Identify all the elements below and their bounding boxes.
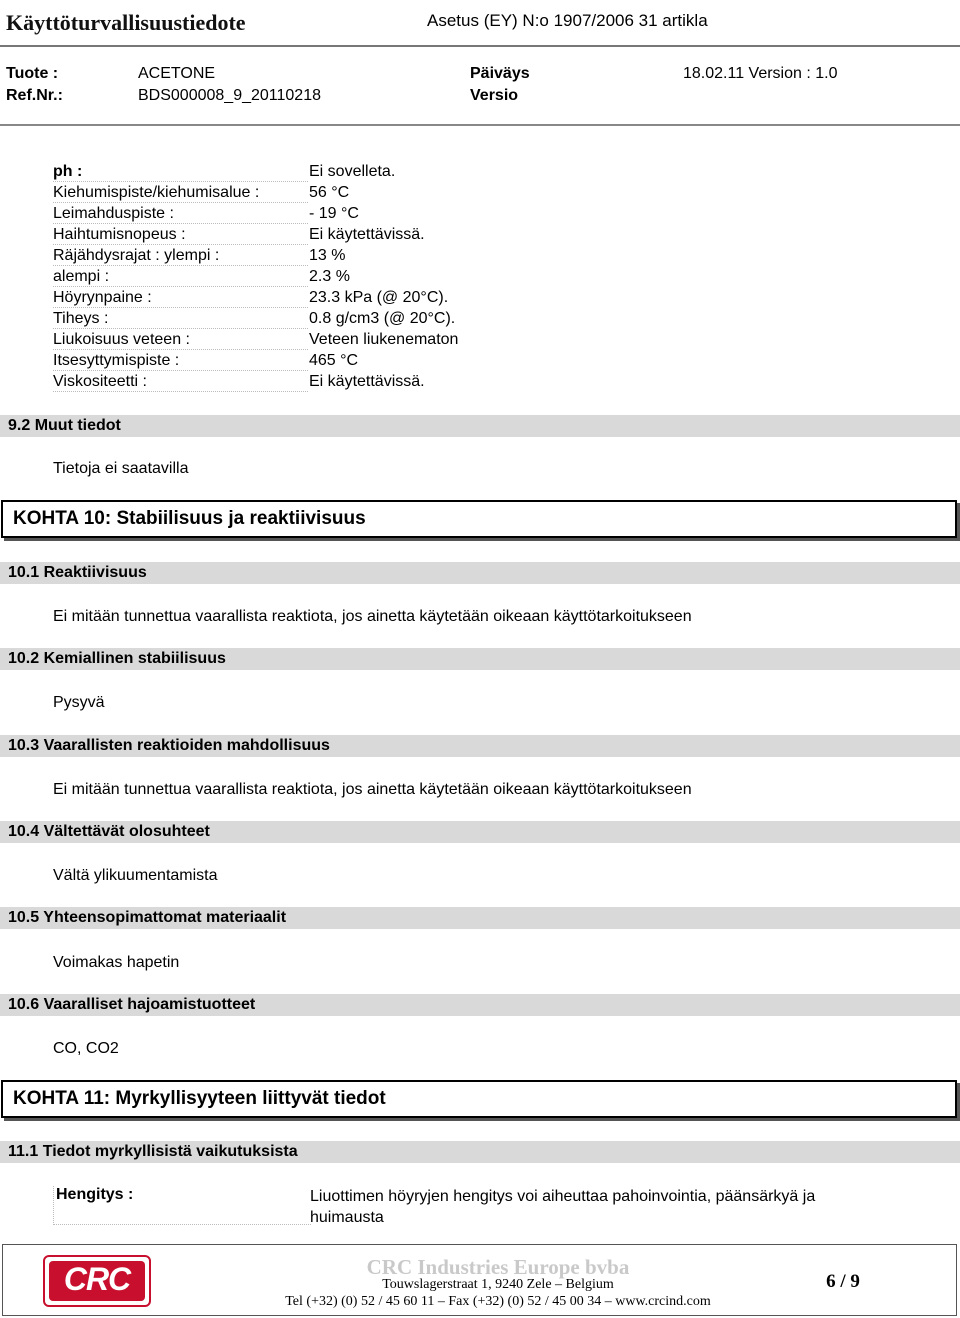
ref-value: BDS000008_9_20110218 <box>138 87 321 104</box>
subsection-heading-10-6: 10.6 Vaaralliset hajoamistuotteet <box>0 994 960 1016</box>
property-row <box>53 330 473 351</box>
property-row <box>53 225 473 246</box>
subsection-heading-9-2: 9.2 Muut tiedot <box>0 415 960 437</box>
meta-divider <box>0 124 960 126</box>
product-value: ACETONE <box>138 65 216 82</box>
company-name: CRC Industries Europe bvba <box>366 1255 630 1279</box>
crc-logo <box>43 1255 151 1307</box>
property-row <box>53 204 473 225</box>
property-row <box>53 309 473 330</box>
subsection-heading-10-1: 10.1 Reaktiivisuus <box>0 562 960 584</box>
subsection-text-10-1: Ei mitään tunnettua vaarallista reaktiota, jos ainetta käytetään oikeaan käyttötarkoitukseen <box>53 608 692 625</box>
section-11-title: KOHTA 11: Myrkyllisyyteen liittyvät tiedot <box>1 1080 957 1118</box>
property-label: Itsesyttymispiste : <box>53 351 308 371</box>
subsection-text-10-4: Vältä ylikuumentamista <box>53 867 218 884</box>
date-value: 18.02.11 Version : 1.0 <box>683 65 838 82</box>
property-row <box>53 246 473 267</box>
property-label: Kiehumispiste/kiehumisalue : <box>53 183 308 203</box>
property-value: Ei sovelleta. <box>309 163 396 180</box>
property-label: Tiheys : <box>53 309 308 329</box>
subsection-text-10-6: CO, CO2 <box>53 1040 119 1057</box>
company-contact: Tel (+32) (0) 52 / 45 60 11 – Fax (+32) (0) 52 / 45 00 34 – www.crcind.com <box>285 1294 711 1309</box>
property-label: ph : <box>53 162 308 182</box>
company-address: Touwslagerstraat 1, 9240 Zele – Belgium <box>382 1277 614 1292</box>
version-label: Versio <box>470 87 519 104</box>
property-row <box>53 351 473 372</box>
subsection-heading-10-4: 10.4 Vältettävät olosuhteet <box>0 821 960 843</box>
subsection-text-10-2: Pysyvä <box>53 694 105 711</box>
subsection-text-9-2: Tietoja ei saatavilla <box>53 460 189 477</box>
property-row <box>53 267 473 288</box>
property-value: 0.8 g/cm3 (@ 20°C). <box>309 310 456 327</box>
product-label: Tuote : <box>6 65 59 82</box>
property-label: Leimahduspiste : <box>53 204 308 224</box>
property-label: Räjähdysrajat : ylempi : <box>53 246 308 266</box>
property-label: Liukoisuus veteen : <box>53 330 308 350</box>
property-label: alempi : <box>53 267 308 287</box>
section-10-title: KOHTA 10: Stabiilisuus ja reaktiivisuus <box>1 500 957 538</box>
header-divider <box>0 45 960 47</box>
subsection-text-10-5: Voimakas hapetin <box>53 954 180 971</box>
property-value: 2.3 % <box>309 268 350 285</box>
document-title: Käyttöturvallisuustiedote <box>6 10 246 35</box>
property-value: 465 °C <box>309 352 359 369</box>
ref-label: Ref.Nr.: <box>6 87 63 104</box>
inhalation-label: Hengitys : <box>53 1186 311 1225</box>
subsection-heading-11-1: 11.1 Tiedot myrkyllisistä vaikutuksista <box>0 1141 960 1163</box>
subsection-heading-10-3: 10.3 Vaarallisten reaktioiden mahdollisuus <box>0 735 960 757</box>
property-value: - 19 °C <box>309 205 359 222</box>
property-value: 13 % <box>309 247 346 264</box>
logo-text: CRC <box>63 1261 131 1297</box>
property-row <box>53 372 473 393</box>
page-number: 6 / 9 <box>826 1271 860 1292</box>
page-footer <box>2 1244 957 1316</box>
property-row <box>53 288 473 309</box>
property-value: 56 °C <box>309 184 350 201</box>
property-row <box>53 162 473 183</box>
regulation-reference: Asetus (EY) N:o 1907/2006 31 artikla <box>427 11 708 30</box>
subsection-heading-10-2: 10.2 Kemiallinen stabiilisuus <box>0 648 960 670</box>
date-label: Päiväys <box>470 65 530 82</box>
property-row <box>53 183 473 204</box>
property-value: Ei käytettävissä. <box>309 373 425 390</box>
subsection-text-10-3: Ei mitään tunnettua vaarallista reaktiota, jos ainetta käytetään oikeaan käyttötarkoitukseen <box>53 781 692 798</box>
property-label: Haihtumisnopeus : <box>53 225 308 245</box>
property-value: Veteen liukenematon <box>309 331 459 348</box>
inhalation-value: Liuottimen höyryjen hengitys voi aiheuttaa pahoinvointia, päänsärkyä ja huimausta <box>310 1188 816 1226</box>
subsection-heading-10-5: 10.5 Yhteensopimattomat materiaalit <box>0 907 960 929</box>
property-value: Ei käytettävissä. <box>309 226 425 243</box>
property-label: Höyrynpaine : <box>53 288 308 308</box>
property-label: Viskositeetti : <box>53 372 308 392</box>
property-value: 23.3 kPa (@ 20°C). <box>309 289 449 306</box>
